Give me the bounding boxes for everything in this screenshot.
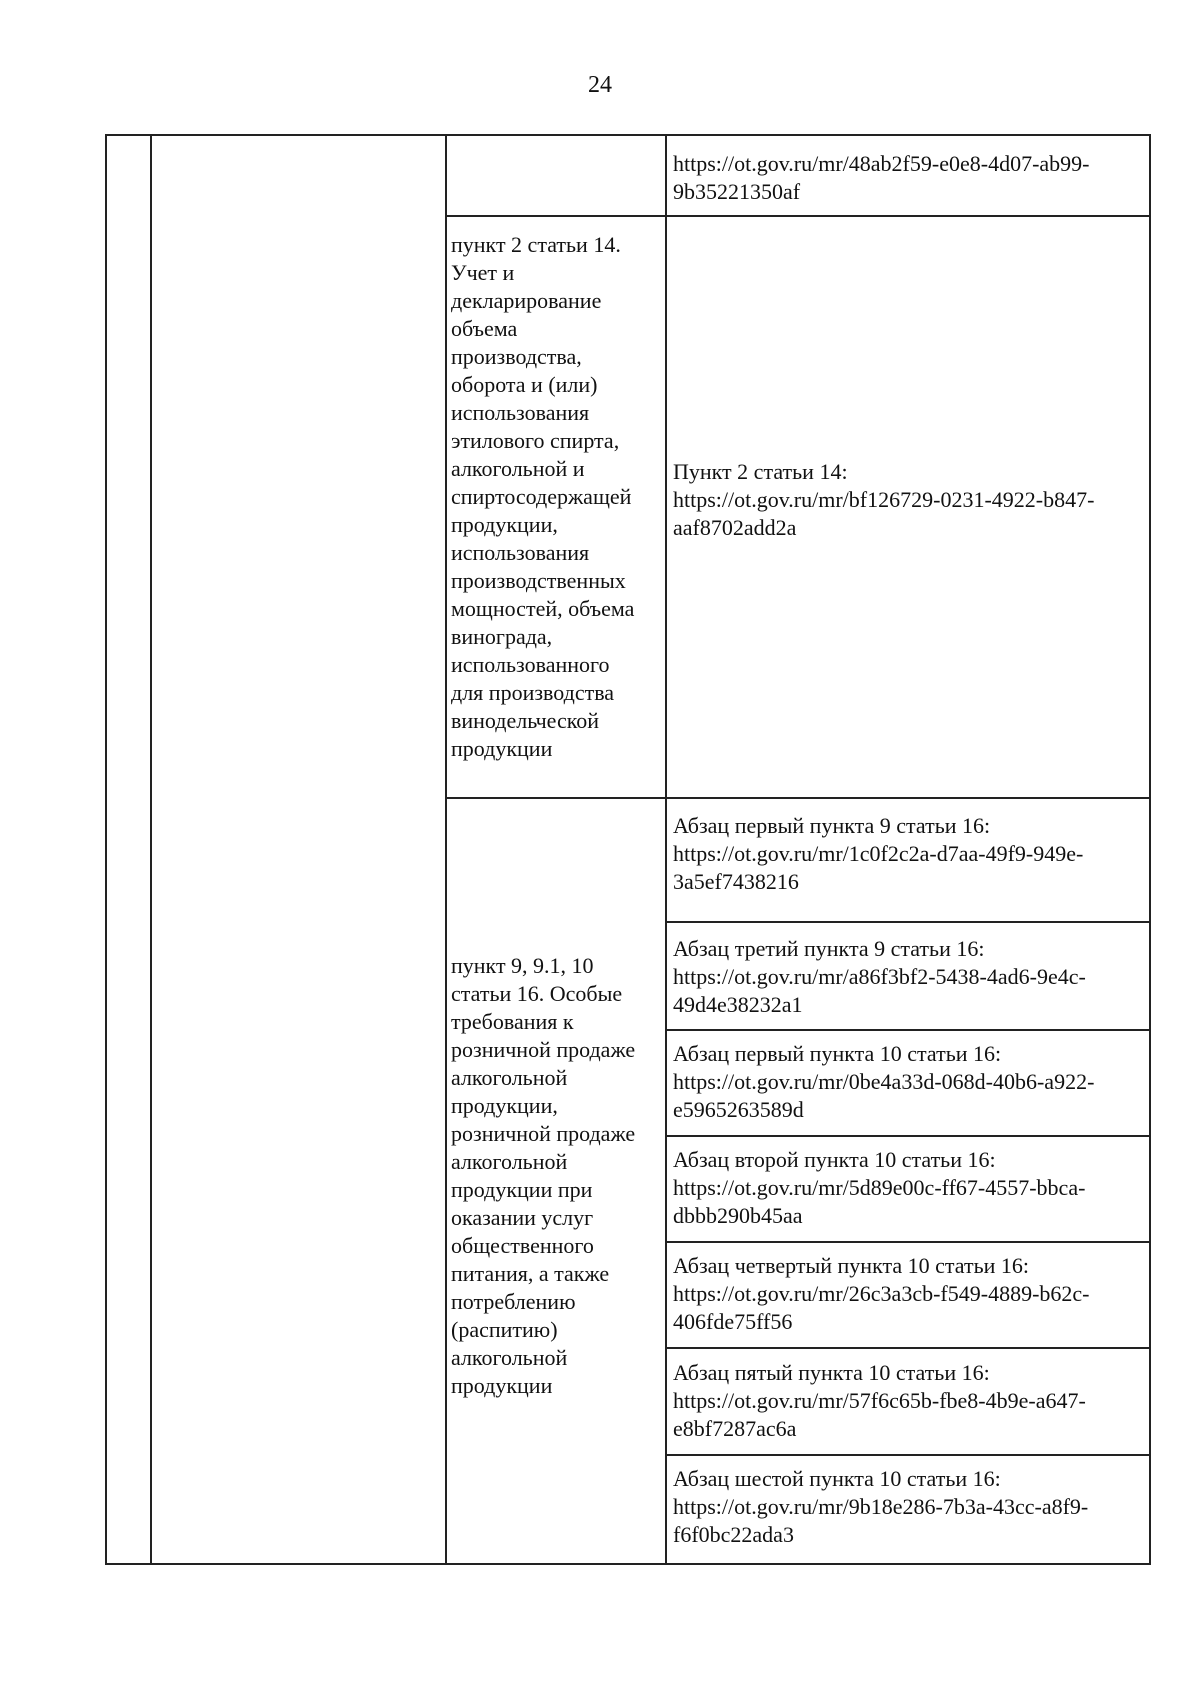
provision-line: статьи 16. Особые (451, 981, 623, 1006)
link-line: Абзац третий пункта 9 статьи 16: (673, 936, 985, 961)
provision-line: производства, (451, 344, 582, 369)
table-border-top (105, 134, 1150, 136)
provision-line: производственных (451, 568, 626, 593)
table-border-right (1149, 134, 1151, 1565)
page-number: 24 (588, 72, 612, 98)
link-line: Абзац первый пункта 10 статьи 16: (673, 1041, 1002, 1066)
link-divider (665, 1135, 1151, 1137)
table-border-left (105, 134, 107, 1565)
link-line: Абзац второй пункта 10 статьи 16: (673, 1147, 996, 1172)
provision-line: пункт 2 статьи 14. (451, 232, 621, 257)
provision-line: использования (451, 400, 590, 425)
link-line: https://ot.gov.ru/mr/0be4a33d-068d-40b6-a922- (673, 1069, 1095, 1094)
link-cell (673, 1465, 1088, 1549)
link-divider (665, 1241, 1151, 1243)
provision-line: розничной продаже (451, 1037, 636, 1062)
link-line: 406fde75ff56 (673, 1309, 793, 1334)
provision-line: питания, а также (451, 1261, 610, 1286)
link-divider (665, 1029, 1151, 1031)
provision-line: общественного (451, 1233, 594, 1258)
link-cell (673, 458, 1094, 542)
link-line: Абзац пятый пункта 10 статьи 16: (673, 1360, 990, 1385)
provision-line: оборота и (или) (451, 372, 598, 397)
provision-line: алкогольной (451, 1149, 568, 1174)
link-line: 49d4e38232a1 (673, 992, 803, 1017)
link-line: https://ot.gov.ru/mr/a86f3bf2-5438-4ad6-9e4c- (673, 964, 1086, 989)
link-line: f6f0bc22ada3 (673, 1522, 794, 1547)
column-divider-1 (150, 134, 152, 1565)
link-line: Абзац шестой пункта 10 статьи 16: (673, 1466, 1001, 1491)
provision-cell (451, 231, 634, 763)
provision-line: алкогольной (451, 1065, 568, 1090)
link-line: https://ot.gov.ru/mr/57f6c65b-fbe8-4b9e-a647- (673, 1388, 1086, 1413)
provision-line: декларирование (451, 288, 602, 313)
link-cell (673, 812, 1083, 896)
row-divider (445, 797, 1151, 799)
row-divider (445, 215, 1151, 217)
provision-cell (451, 952, 635, 1400)
provision-line: алкогольной и (451, 456, 585, 481)
link-line: https://ot.gov.ru/mr/1c0f2c2a-d7aa-49f9-949e- (673, 841, 1084, 866)
provision-line: спиртосодержащей (451, 484, 632, 509)
provision-line: (распитию) (451, 1317, 558, 1342)
link-line: https://ot.gov.ru/mr/26c3a3cb-f549-4889-b62c- (673, 1281, 1090, 1306)
link-cell (673, 935, 1086, 1019)
provision-line: для производства (451, 680, 615, 705)
provision-line: продукции (451, 1373, 553, 1398)
link-line: https://ot.gov.ru/mr/9b18e286-7b3a-43cc-a8f9- (673, 1494, 1089, 1519)
provision-line: розничной продаже (451, 1121, 636, 1146)
link-divider (665, 1454, 1151, 1456)
link-cell (673, 1252, 1090, 1336)
provision-line: мощностей, объема (451, 596, 635, 621)
provision-line: продукции (451, 736, 553, 761)
provision-line: винодельческой (451, 708, 600, 733)
link-line: Пункт 2 статьи 14: (673, 459, 848, 484)
link-cell (673, 1040, 1094, 1124)
link-line: Абзац первый пункта 9 статьи 16: (673, 813, 991, 838)
provision-line: потреблению (451, 1289, 576, 1314)
provision-line: использованного (451, 652, 610, 677)
link-line: Абзац четвертый пункта 10 статьи 16: (673, 1253, 1030, 1278)
link-cell (673, 1359, 1086, 1443)
provision-line: использования (451, 540, 590, 565)
provision-line: продукции, (451, 512, 558, 537)
link-divider (665, 1347, 1151, 1349)
provision-line: этилового спирта, (451, 428, 620, 453)
provision-line: винограда, (451, 624, 553, 649)
link-line: dbbb290b45aa (673, 1203, 803, 1228)
link-line: aaf8702add2a (673, 515, 797, 540)
provision-line: объема (451, 316, 518, 341)
provision-line: требования к (451, 1009, 574, 1034)
column-divider-2 (445, 134, 447, 1565)
provision-line: пункт 9, 9.1, 10 (451, 953, 594, 978)
provision-line: продукции, (451, 1093, 558, 1118)
link-line: https://ot.gov.ru/mr/5d89e00c-ff67-4557-bbca- (673, 1175, 1086, 1200)
table-border-bottom (105, 1563, 1150, 1565)
link-line: https://ot.gov.ru/mr/bf126729-0231-4922-b847- (673, 487, 1095, 512)
link-line: e5965263589d (673, 1097, 804, 1122)
provision-line: Учет и (451, 260, 515, 285)
provision-line: оказании услуг (451, 1205, 594, 1230)
provision-line: продукции при (451, 1177, 593, 1202)
link-line: e8bf7287ac6a (673, 1416, 797, 1441)
link-cell (673, 150, 1090, 206)
link-divider (665, 921, 1151, 923)
link-line: https://ot.gov.ru/mr/48ab2f59-e0e8-4d07-ab99- (673, 151, 1090, 176)
link-line: 9b35221350af (673, 179, 801, 204)
link-cell (673, 1146, 1085, 1230)
provision-line: алкогольной (451, 1345, 568, 1370)
link-line: 3a5ef7438216 (673, 869, 799, 894)
column-divider-3 (665, 134, 667, 1565)
